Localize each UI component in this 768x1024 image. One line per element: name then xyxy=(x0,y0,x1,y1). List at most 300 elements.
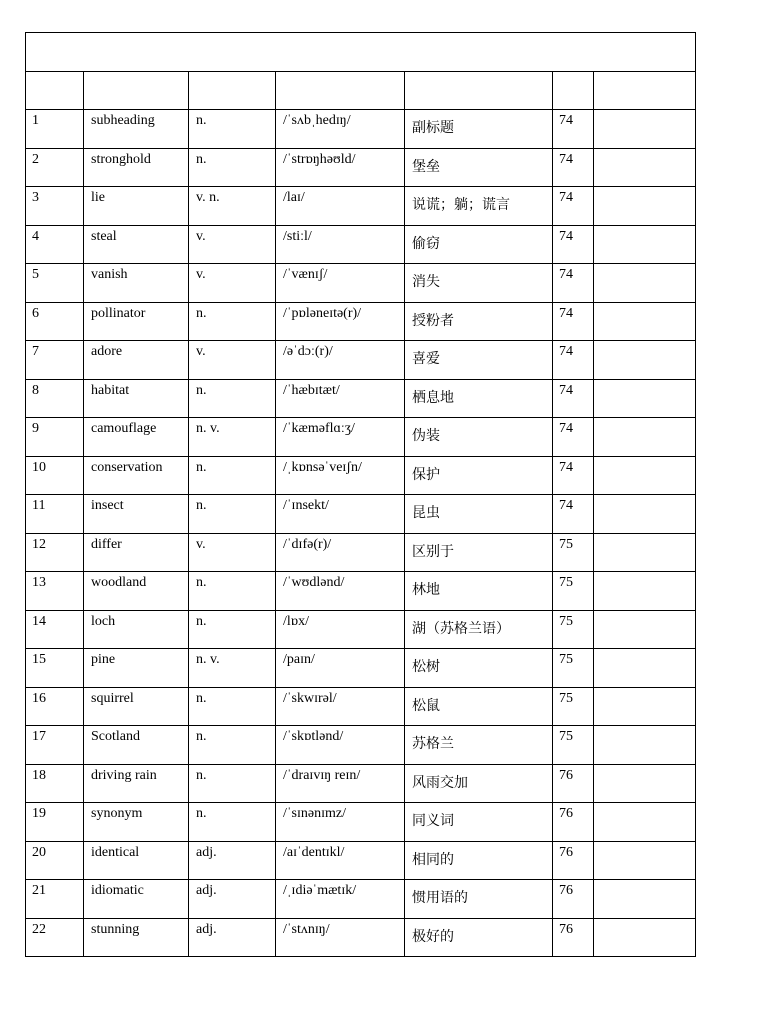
header-cell xyxy=(594,72,696,110)
row-number-cell xyxy=(26,880,84,919)
row-part-of-speech-cell xyxy=(189,610,276,649)
table-title-cell xyxy=(26,33,696,72)
row-page-cell xyxy=(553,225,594,264)
table-row xyxy=(26,456,696,495)
row-part-of-speech-cell xyxy=(189,148,276,187)
row-part-of-speech: v. xyxy=(196,344,206,359)
row-meaning: 喜爱 xyxy=(412,351,440,367)
row-meaning: 昆虫 xyxy=(412,505,440,521)
row-meaning-cell xyxy=(405,841,553,880)
row-meaning-cell xyxy=(405,379,553,418)
row-page: 74 xyxy=(559,305,573,321)
row-page: 74 xyxy=(559,151,573,167)
row-part-of-speech-cell xyxy=(189,456,276,495)
table-row xyxy=(26,533,696,572)
row-word: stunning xyxy=(91,921,140,937)
row-word: adore xyxy=(91,344,123,359)
row-blank-cell xyxy=(594,187,696,226)
row-meaning-cell xyxy=(405,341,553,380)
table-row xyxy=(26,187,696,226)
row-phonetic-cell xyxy=(276,225,405,264)
row-number-cell xyxy=(26,456,84,495)
row-page-cell xyxy=(553,880,594,919)
row-number-cell xyxy=(26,187,84,226)
row-phonetic-cell xyxy=(276,495,405,534)
row-part-of-speech: n. xyxy=(196,729,207,744)
row-blank-cell xyxy=(594,572,696,611)
row-word-cell xyxy=(84,918,189,957)
row-number-cell xyxy=(26,918,84,957)
table-row xyxy=(26,726,696,765)
row-page: 75 xyxy=(559,575,573,590)
row-blank-cell xyxy=(594,687,696,726)
row-number-cell xyxy=(26,225,84,264)
row-number: 22 xyxy=(32,921,46,937)
row-part-of-speech: adj. xyxy=(196,883,217,898)
row-meaning: 消失 xyxy=(412,274,440,290)
row-word-cell xyxy=(84,880,189,919)
row-meaning-cell xyxy=(405,148,553,187)
row-meaning: 松树 xyxy=(412,659,440,675)
row-word: camouflage xyxy=(91,421,157,436)
row-number: 4 xyxy=(32,228,39,244)
table-row xyxy=(26,841,696,880)
row-page-cell xyxy=(553,610,594,649)
header-cell xyxy=(405,72,553,110)
row-meaning-cell xyxy=(405,302,553,341)
row-part-of-speech-cell xyxy=(189,302,276,341)
row-word: squirrel xyxy=(91,690,134,706)
row-number-cell xyxy=(26,726,84,765)
row-page: 76 xyxy=(559,767,573,783)
row-word-cell xyxy=(84,610,189,649)
row-blank-cell xyxy=(594,533,696,572)
row-phonetic-cell xyxy=(276,187,405,226)
row-part-of-speech: adj. xyxy=(196,844,217,860)
row-phonetic: /aɪˈdentɪkl/ xyxy=(283,844,345,860)
row-blank-cell xyxy=(594,495,696,534)
row-word-cell xyxy=(84,687,189,726)
row-number: 3 xyxy=(32,190,39,205)
table-header-row xyxy=(26,72,696,110)
table-row xyxy=(26,803,696,842)
row-page-cell xyxy=(553,918,594,957)
row-phonetic-cell xyxy=(276,264,405,303)
table-row xyxy=(26,610,696,649)
row-part-of-speech-cell xyxy=(189,379,276,418)
row-page: 75 xyxy=(559,652,573,667)
row-number-cell xyxy=(26,687,84,726)
row-part-of-speech-cell xyxy=(189,841,276,880)
row-number: 12 xyxy=(32,536,46,552)
row-number-cell xyxy=(26,379,84,418)
row-word: steal xyxy=(91,228,117,244)
row-meaning: 偷窃 xyxy=(412,235,440,252)
row-page-cell xyxy=(553,803,594,842)
row-number-cell xyxy=(26,341,84,380)
row-word-cell xyxy=(84,302,189,341)
row-number: 17 xyxy=(32,729,46,744)
table-title xyxy=(26,33,695,35)
row-word-cell xyxy=(84,418,189,457)
row-phonetic-cell xyxy=(276,379,405,418)
table-row xyxy=(26,649,696,688)
row-phonetic: /stiːl/ xyxy=(283,228,312,244)
table-row xyxy=(26,341,696,380)
vocabulary-table xyxy=(25,32,696,957)
row-word-cell xyxy=(84,264,189,303)
row-word-cell xyxy=(84,495,189,534)
row-blank-cell xyxy=(594,379,696,418)
row-number: 18 xyxy=(32,767,46,783)
row-phonetic: /ˈsʌbˌhedɪŋ/ xyxy=(283,113,351,128)
row-word-cell xyxy=(84,726,189,765)
row-blank-cell xyxy=(594,264,696,303)
row-part-of-speech-cell xyxy=(189,187,276,226)
row-phonetic: /ˈskɒtlənd/ xyxy=(283,729,344,744)
row-page: 74 xyxy=(559,498,573,513)
row-part-of-speech-cell xyxy=(189,110,276,149)
row-number: 1 xyxy=(32,113,39,128)
row-phonetic-cell xyxy=(276,456,405,495)
row-page: 74 xyxy=(559,459,573,475)
row-phonetic-cell xyxy=(276,341,405,380)
row-page: 75 xyxy=(559,536,573,552)
row-meaning: 堡垒 xyxy=(412,158,440,175)
row-blank-cell xyxy=(594,225,696,264)
row-number-cell xyxy=(26,302,84,341)
row-phonetic-cell xyxy=(276,533,405,572)
row-part-of-speech: v. xyxy=(196,267,206,282)
table-row xyxy=(26,687,696,726)
row-phonetic: /ˈstʌnɪŋ/ xyxy=(283,921,330,937)
row-blank-cell xyxy=(594,764,696,803)
row-blank-cell xyxy=(594,918,696,957)
row-number: 16 xyxy=(32,690,46,706)
header-cell xyxy=(189,72,276,110)
row-page-cell xyxy=(553,110,594,149)
row-word-cell xyxy=(84,110,189,149)
row-word-cell xyxy=(84,379,189,418)
row-page: 74 xyxy=(559,344,573,359)
row-meaning: 松鼠 xyxy=(412,697,440,714)
row-meaning: 副标题 xyxy=(412,120,454,136)
row-word-cell xyxy=(84,341,189,380)
row-meaning-cell xyxy=(405,225,553,264)
row-part-of-speech: n. xyxy=(196,767,207,783)
row-phonetic: /ˌɪdiəˈmætɪk/ xyxy=(283,883,357,898)
row-word-cell xyxy=(84,187,189,226)
table-row xyxy=(26,918,696,957)
row-meaning-cell xyxy=(405,649,553,688)
table-row xyxy=(26,572,696,611)
row-meaning-cell xyxy=(405,456,553,495)
row-page-cell xyxy=(553,341,594,380)
row-blank-cell xyxy=(594,148,696,187)
row-part-of-speech: v. n. xyxy=(196,190,220,205)
row-page-cell xyxy=(553,379,594,418)
row-word: pollinator xyxy=(91,305,146,321)
row-meaning: 栖息地 xyxy=(412,389,454,406)
row-blank-cell xyxy=(594,649,696,688)
row-part-of-speech-cell xyxy=(189,649,276,688)
row-page-cell xyxy=(553,495,594,534)
row-meaning: 伪装 xyxy=(412,428,440,444)
row-page-cell xyxy=(553,533,594,572)
row-word: pine xyxy=(91,652,116,667)
row-page: 74 xyxy=(559,113,573,128)
row-phonetic-cell xyxy=(276,110,405,149)
row-part-of-speech-cell xyxy=(189,880,276,919)
row-word: insect xyxy=(91,498,124,513)
row-phonetic-cell xyxy=(276,148,405,187)
table-row xyxy=(26,418,696,457)
row-meaning-cell xyxy=(405,726,553,765)
row-phonetic: /əˈdɔː(r)/ xyxy=(283,344,333,359)
row-word-cell xyxy=(84,456,189,495)
row-page-cell xyxy=(553,687,594,726)
row-page: 76 xyxy=(559,844,573,860)
row-number-cell xyxy=(26,841,84,880)
row-number: 20 xyxy=(32,844,46,860)
row-number-cell xyxy=(26,649,84,688)
row-meaning-cell xyxy=(405,803,553,842)
row-page: 74 xyxy=(559,421,573,436)
row-phonetic-cell xyxy=(276,302,405,341)
row-phonetic: /ˈvænɪʃ/ xyxy=(283,267,328,282)
row-blank-cell xyxy=(594,456,696,495)
row-phonetic: /ˈskwɪrəl/ xyxy=(283,690,337,706)
row-meaning: 保护 xyxy=(412,466,440,483)
row-part-of-speech-cell xyxy=(189,726,276,765)
row-part-of-speech: adj. xyxy=(196,921,217,937)
row-meaning-cell xyxy=(405,572,553,611)
row-page: 76 xyxy=(559,883,573,898)
row-part-of-speech-cell xyxy=(189,533,276,572)
row-number: 6 xyxy=(32,305,39,321)
table-row xyxy=(26,495,696,534)
row-meaning: 相同的 xyxy=(412,851,454,868)
row-part-of-speech: n. xyxy=(196,613,207,629)
row-word: synonym xyxy=(91,806,143,821)
row-phonetic: /lɒx/ xyxy=(283,613,309,629)
row-number: 7 xyxy=(32,344,39,359)
row-word-cell xyxy=(84,649,189,688)
row-number: 10 xyxy=(32,459,46,475)
row-phonetic: /paɪn/ xyxy=(283,652,315,667)
row-phonetic: /ˈhæbɪtæt/ xyxy=(283,382,340,398)
row-part-of-speech: n. xyxy=(196,575,207,590)
row-meaning: 林地 xyxy=(412,582,440,598)
row-number-cell xyxy=(26,148,84,187)
row-word: idiomatic xyxy=(91,883,144,898)
table-row xyxy=(26,880,696,919)
header-cell xyxy=(553,72,594,110)
row-meaning-cell xyxy=(405,110,553,149)
row-page-cell xyxy=(553,302,594,341)
row-word: driving rain xyxy=(91,767,157,783)
row-word-cell xyxy=(84,764,189,803)
row-page: 76 xyxy=(559,921,573,937)
row-phonetic-cell xyxy=(276,918,405,957)
row-meaning: 同义词 xyxy=(412,813,454,829)
row-phonetic: /laɪ/ xyxy=(283,190,305,205)
row-page-cell xyxy=(553,148,594,187)
row-phonetic-cell xyxy=(276,841,405,880)
row-word-cell xyxy=(84,533,189,572)
row-part-of-speech: n. xyxy=(196,806,207,821)
header-cell xyxy=(276,72,405,110)
table-row xyxy=(26,264,696,303)
row-number-cell xyxy=(26,495,84,534)
row-blank-cell xyxy=(594,418,696,457)
row-page: 74 xyxy=(559,190,573,205)
row-phonetic-cell xyxy=(276,649,405,688)
row-meaning: 授粉者 xyxy=(412,312,454,329)
row-part-of-speech: n. xyxy=(196,151,207,167)
row-blank-cell xyxy=(594,302,696,341)
row-meaning-cell xyxy=(405,610,553,649)
row-page-cell xyxy=(553,764,594,803)
row-word: subheading xyxy=(91,113,155,128)
row-part-of-speech: n. xyxy=(196,113,207,128)
table-row xyxy=(26,148,696,187)
row-page: 74 xyxy=(559,382,573,398)
table-row xyxy=(26,302,696,341)
row-number: 13 xyxy=(32,575,46,590)
row-word-cell xyxy=(84,572,189,611)
row-meaning: 极好的 xyxy=(412,928,454,945)
row-phonetic: /ˈdraɪvɪŋ reɪn/ xyxy=(283,767,361,783)
header-cell xyxy=(84,72,189,110)
row-phonetic-cell xyxy=(276,418,405,457)
row-word-cell xyxy=(84,841,189,880)
row-phonetic-cell xyxy=(276,764,405,803)
row-number-cell xyxy=(26,110,84,149)
row-part-of-speech-cell xyxy=(189,764,276,803)
row-page-cell xyxy=(553,456,594,495)
row-word-cell xyxy=(84,148,189,187)
row-part-of-speech: n. v. xyxy=(196,652,220,667)
row-phonetic-cell xyxy=(276,880,405,919)
row-blank-cell xyxy=(594,726,696,765)
table-row xyxy=(26,764,696,803)
row-page-cell xyxy=(553,418,594,457)
row-word: conservation xyxy=(91,459,163,475)
row-word: woodland xyxy=(91,575,147,590)
row-meaning: 区别于 xyxy=(412,543,454,560)
row-number-cell xyxy=(26,264,84,303)
row-page: 75 xyxy=(559,690,573,706)
row-page: 75 xyxy=(559,613,573,629)
row-phonetic: /ˈpɒləneɪtə(r)/ xyxy=(283,305,362,321)
row-number-cell xyxy=(26,610,84,649)
row-number: 11 xyxy=(32,498,46,513)
row-number-cell xyxy=(26,418,84,457)
row-number: 2 xyxy=(32,151,39,167)
row-page-cell xyxy=(553,649,594,688)
row-meaning: 湖（苏格兰语） xyxy=(412,620,510,637)
row-part-of-speech: v. xyxy=(196,536,206,552)
row-meaning-cell xyxy=(405,918,553,957)
table-row xyxy=(26,379,696,418)
row-part-of-speech-cell xyxy=(189,264,276,303)
header-cell xyxy=(26,72,84,110)
row-meaning-cell xyxy=(405,533,553,572)
row-page-cell xyxy=(553,187,594,226)
row-number: 21 xyxy=(32,883,46,898)
row-page: 74 xyxy=(559,228,573,244)
row-meaning: 惯用语的 xyxy=(412,890,468,906)
row-page-cell xyxy=(553,572,594,611)
row-blank-cell xyxy=(594,841,696,880)
table-body xyxy=(26,33,696,957)
row-phonetic: /ˈwʊdlənd/ xyxy=(283,575,345,590)
row-number-cell xyxy=(26,764,84,803)
row-word: differ xyxy=(91,536,122,552)
row-meaning-cell xyxy=(405,418,553,457)
row-phonetic-cell xyxy=(276,726,405,765)
row-number-cell xyxy=(26,572,84,611)
row-part-of-speech: n. xyxy=(196,305,207,321)
row-page-cell xyxy=(553,726,594,765)
row-page-cell xyxy=(553,264,594,303)
row-part-of-speech-cell xyxy=(189,418,276,457)
row-phonetic-cell xyxy=(276,610,405,649)
row-blank-cell xyxy=(594,110,696,149)
row-number: 14 xyxy=(32,613,46,629)
row-phonetic-cell xyxy=(276,572,405,611)
table-row xyxy=(26,225,696,264)
row-phonetic-cell xyxy=(276,687,405,726)
row-number: 8 xyxy=(32,382,39,398)
row-word: loch xyxy=(91,613,116,629)
row-number: 9 xyxy=(32,421,39,436)
row-phonetic: /ˈɪnsekt/ xyxy=(283,498,329,513)
row-blank-cell xyxy=(594,803,696,842)
row-part-of-speech-cell xyxy=(189,495,276,534)
row-part-of-speech: n. xyxy=(196,690,207,706)
row-word: identical xyxy=(91,844,140,860)
row-word: Scotland xyxy=(91,729,140,744)
row-number: 5 xyxy=(32,267,39,282)
row-part-of-speech: n. xyxy=(196,459,207,475)
row-blank-cell xyxy=(594,880,696,919)
row-page: 74 xyxy=(559,267,573,282)
row-blank-cell xyxy=(594,610,696,649)
row-phonetic-cell xyxy=(276,803,405,842)
row-meaning-cell xyxy=(405,687,553,726)
row-page-cell xyxy=(553,841,594,880)
row-meaning: 说谎；躺；谎言 xyxy=(412,197,510,213)
row-page: 75 xyxy=(559,729,573,744)
row-part-of-speech-cell xyxy=(189,341,276,380)
row-part-of-speech-cell xyxy=(189,687,276,726)
row-number: 15 xyxy=(32,652,46,667)
row-phonetic: /ˌkɒnsəˈveɪʃn/ xyxy=(283,459,362,475)
row-meaning-cell xyxy=(405,764,553,803)
row-phonetic: /ˈstrɒŋhəʊld/ xyxy=(283,151,356,167)
row-number-cell xyxy=(26,533,84,572)
row-word: lie xyxy=(91,190,105,205)
row-meaning-cell xyxy=(405,495,553,534)
row-part-of-speech-cell xyxy=(189,918,276,957)
row-part-of-speech: n. v. xyxy=(196,421,220,436)
row-meaning: 苏格兰 xyxy=(412,736,454,752)
row-meaning: 风雨交加 xyxy=(412,774,468,791)
table-row xyxy=(26,110,696,149)
row-part-of-speech: n. xyxy=(196,498,207,513)
